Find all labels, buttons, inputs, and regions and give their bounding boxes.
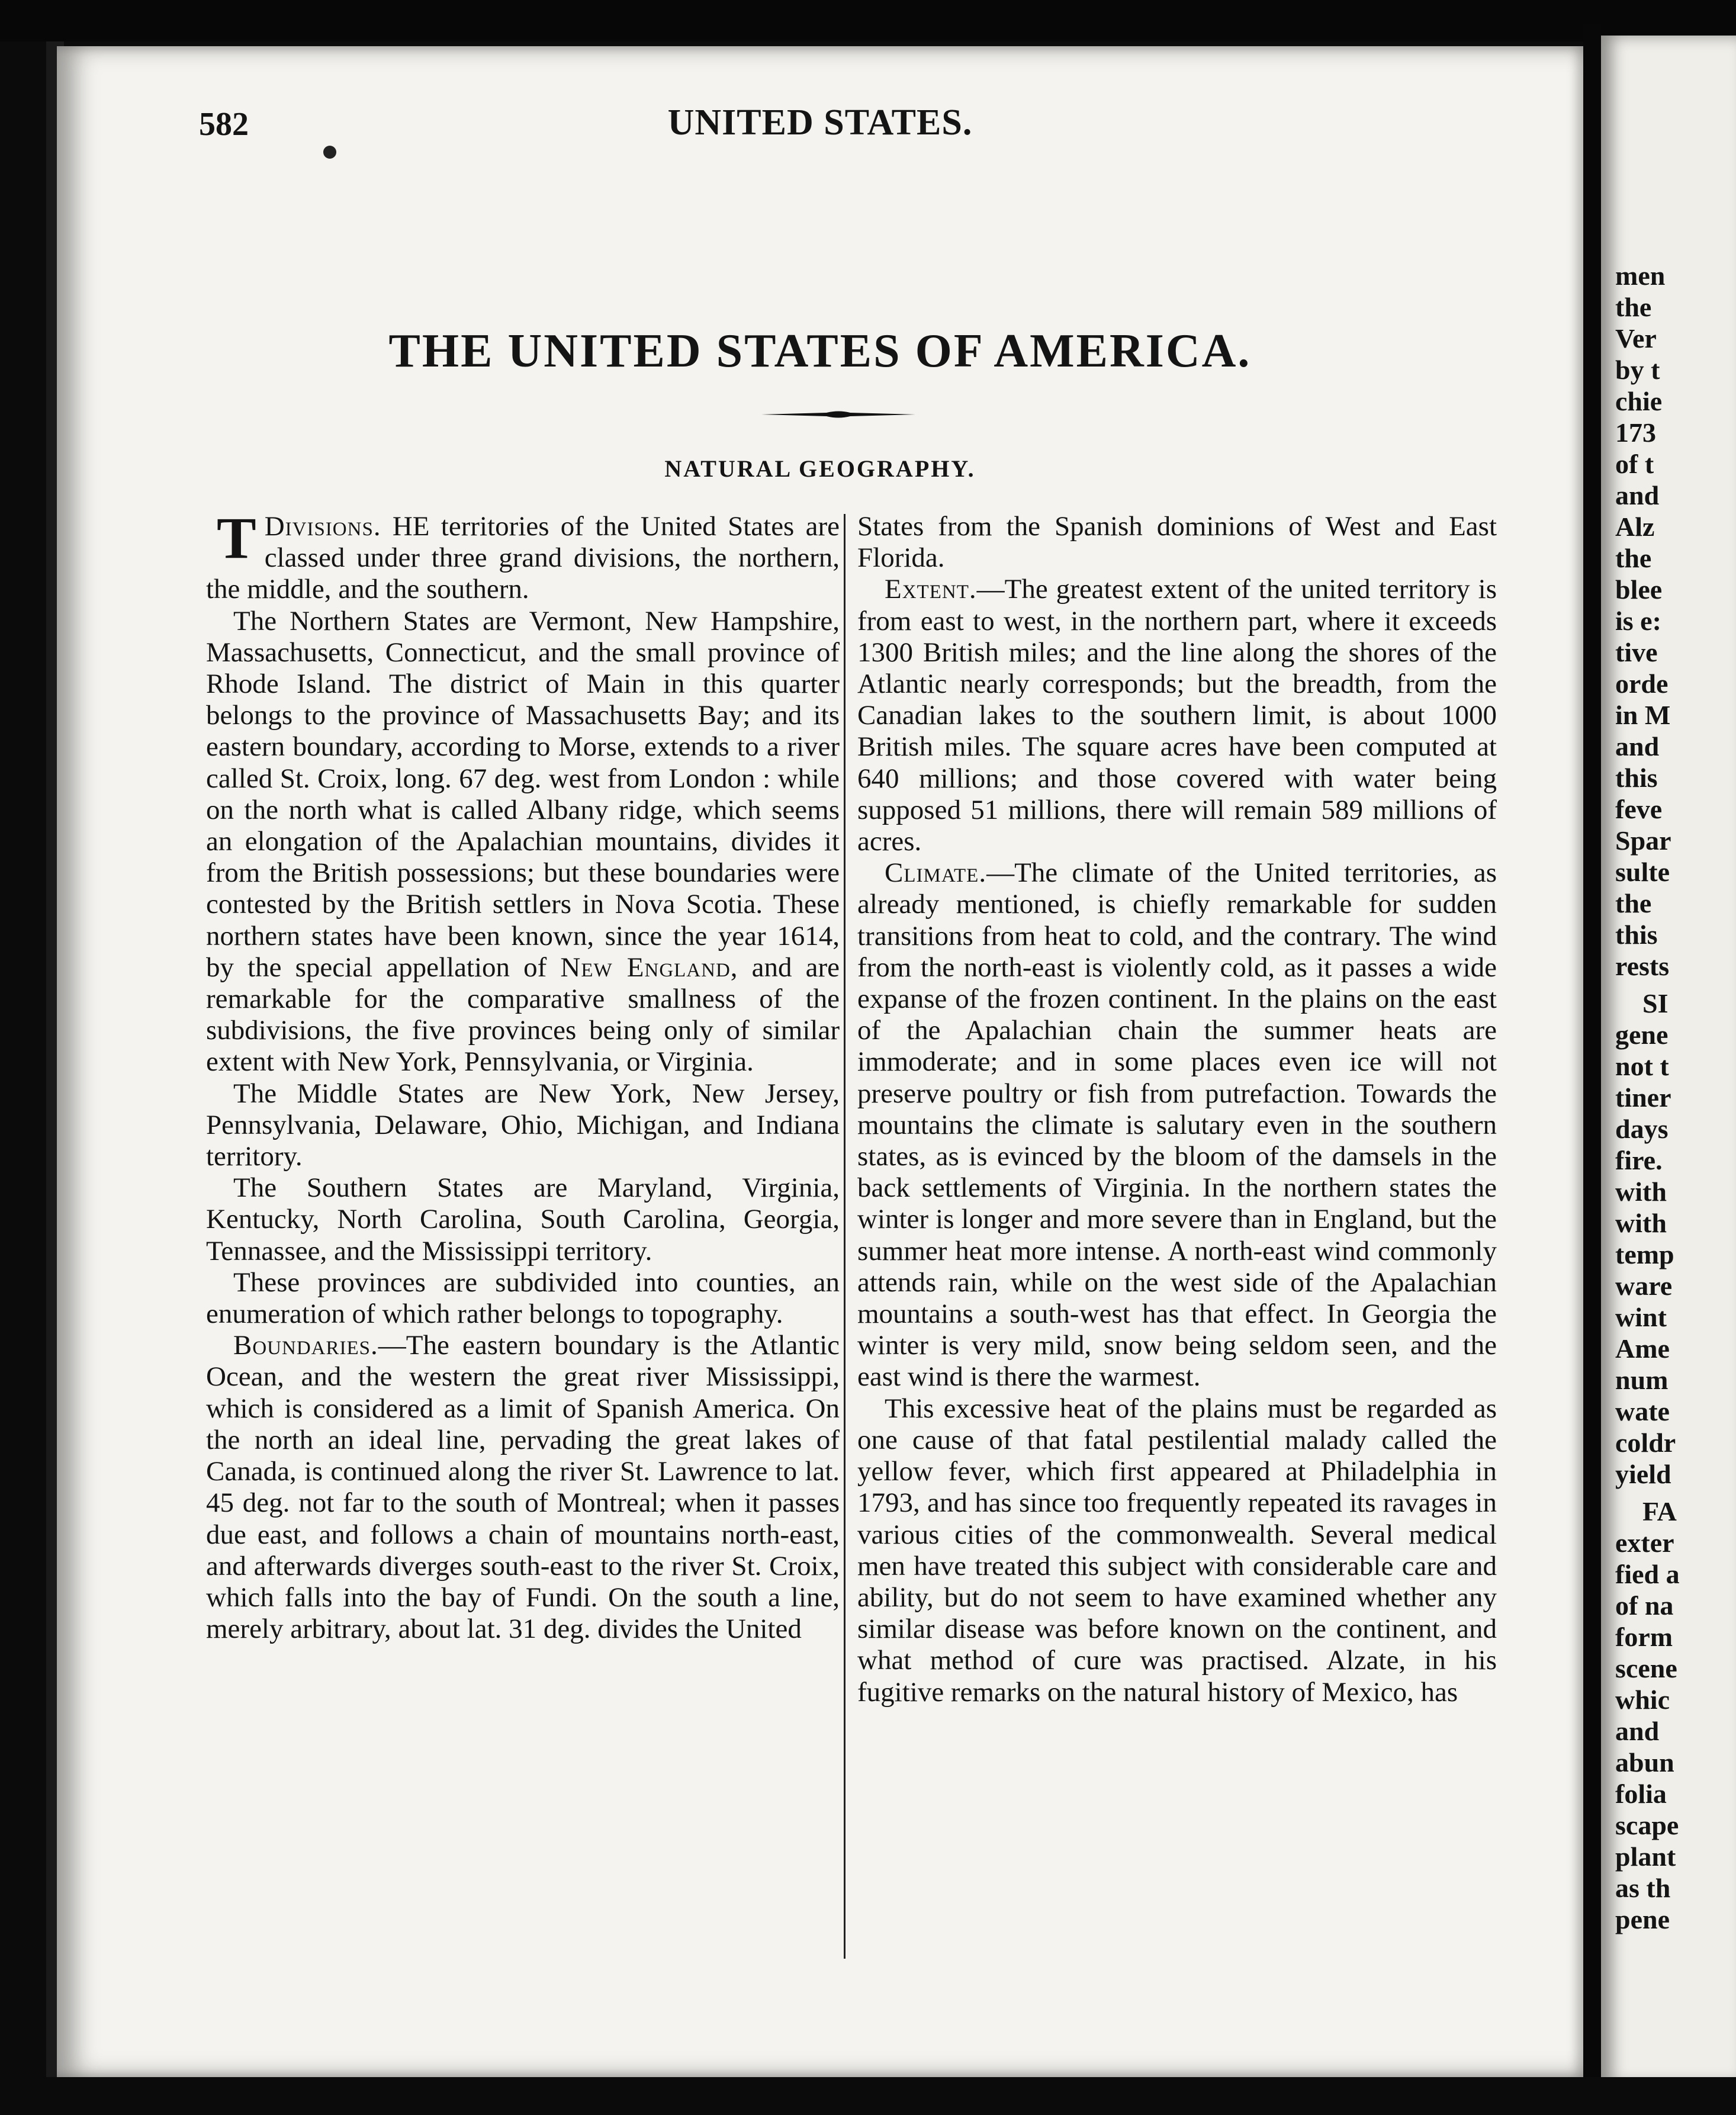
- northern-states-cont: and are remarkable for the comparative smallness of the subdivisions, the five provinces being only of similar extent with New York, Pennsylvania, or Virginia.: [206, 952, 840, 1078]
- facing-page-line: this: [1615, 920, 1658, 950]
- scan-top-border: [0, 0, 1736, 41]
- facing-page-line: Spar: [1615, 825, 1671, 856]
- page-number: 582: [199, 106, 249, 143]
- facing-page-line: SI: [1642, 988, 1669, 1018]
- facing-page-line: days: [1615, 1114, 1669, 1144]
- middle-states-paragraph: The Middle States are New York, New Jersey, Pennsylvania, Delaware, Ohio, Michigan, and Indiana territory.: [206, 1078, 840, 1172]
- facing-page-line: coldr: [1615, 1428, 1676, 1458]
- facing-page-line: rests: [1615, 951, 1670, 981]
- climate-text: —The climate of the United territories, as already mentioned, is chiefly remarkable for sudden transitions from heat to cold, and the contrary. The wind from the north-east is violently cold, as it passes a wide expanse of the frozen continent. In the plains on the east of the Apalachian chain the summer heats are immoderate; and in some places even ice will not preserve poultry or fish from putrefaction. Towards the mountains the climate is salutary even in the southern states, as is evinced by the bloom of the damsels in the back settlements of Virginia. In the northern states the winter is longer and more severe than in England, but the summer heat more intense. A north-east wind commonly attends rain, while on the west side of the Apalachian mountains a south-west has that effect. In Georgia the winter is very mild, snow being seldom seen, and the east wind is there the warmest.: [857, 857, 1497, 1393]
- facing-page-line: scape: [1615, 1810, 1679, 1840]
- facing-page-line: this: [1615, 763, 1658, 793]
- book-page: [57, 46, 1583, 2077]
- drop-cap: T: [217, 505, 256, 571]
- boundaries-paragraph: [206, 1330, 840, 1645]
- facing-page-line: of t: [1615, 449, 1654, 479]
- facing-page-line: yield: [1615, 1459, 1671, 1489]
- facing-page-line: temp: [1615, 1239, 1674, 1269]
- facing-page-line: pene: [1615, 1904, 1670, 1934]
- facing-page-line: as th: [1615, 1873, 1671, 1903]
- facing-page-line: of na: [1615, 1590, 1674, 1621]
- facing-page-line: tive: [1615, 637, 1658, 667]
- right-column: [857, 511, 1497, 1708]
- facing-page-line: and: [1615, 731, 1660, 761]
- facing-page-line: FA: [1642, 1496, 1677, 1526]
- facing-page-line: and: [1615, 480, 1660, 510]
- counties-paragraph: These provinces are subdivided into counties, an enumeration of which rather belongs to topography.: [206, 1267, 840, 1330]
- facing-page-line: whic: [1615, 1685, 1670, 1715]
- northern-states-paragraph: [206, 606, 840, 1078]
- facing-page-line: the: [1615, 292, 1652, 322]
- facing-page-line: tiner: [1615, 1082, 1671, 1113]
- new-england-term: New England,: [560, 952, 738, 983]
- facing-page-line: and: [1615, 1716, 1660, 1746]
- column-divider: [844, 514, 846, 1959]
- facing-page-line: by t: [1615, 355, 1660, 385]
- facing-page-line: Alz: [1615, 512, 1655, 542]
- facing-page-line: with: [1615, 1208, 1667, 1238]
- boundaries-label: Boundaries.: [233, 1330, 378, 1361]
- extent-text: —The greatest extent of the united territory is from east to west, in the northern part, where it exceeds 1300 British miles; and the line along the shores of the Atlantic nearly corresponds; but the breadth, from the Canadian lakes to the southern limit, is about 1000 British miles. The square acres have been computed at 640 millions; and those covered with water being supposed 51 millions, there will remain 589 millions of acres.: [857, 574, 1497, 857]
- climate-label: Climate.: [885, 857, 987, 889]
- section-heading: NATURAL GEOGRAPHY.: [664, 455, 976, 482]
- facing-page-line: in M: [1615, 700, 1671, 730]
- facing-page-line: exter: [1615, 1528, 1674, 1558]
- extent-paragraph: [857, 574, 1497, 857]
- left-column: [206, 505, 840, 1645]
- divisions-label: Divisions.: [264, 511, 381, 542]
- facing-page-line: plant: [1615, 1841, 1676, 1872]
- facing-page-line: sulte: [1615, 857, 1670, 887]
- facing-page-line: Ame: [1615, 1333, 1670, 1364]
- fever-paragraph: This excessive heat of the plains must be regarded as one cause of that fatal pestilential malady called the yellow fever, which first appeared at Philadelphia in 1793, and has since too frequently repeated its ravages in various cities of the commonwealth. Several medical men have treated this subject with considerable care and ability, but do not seem to have examined whether any similar disease was before known on the continent, and what method of cure was practised. Alzate, in his fugitive remarks on the natural history of Mexico, has: [857, 1393, 1497, 1708]
- facing-page-line: Ver: [1615, 323, 1657, 353]
- book-gutter: [1583, 24, 1601, 2084]
- extent-label: Extent.: [885, 574, 977, 605]
- facing-page-line: wate: [1615, 1396, 1670, 1426]
- facing-page-line: fied a: [1615, 1559, 1680, 1589]
- facing-page-line: the: [1615, 543, 1652, 573]
- facing-page-line: num: [1615, 1365, 1669, 1395]
- facing-page-line: fire.: [1615, 1145, 1663, 1175]
- facing-page-line: the: [1615, 888, 1652, 918]
- scan-bottom-border: [0, 2077, 1736, 2115]
- running-title: UNITED STATES.: [667, 102, 973, 143]
- facing-page-line: men: [1615, 261, 1666, 291]
- facing-page-line: 173: [1615, 417, 1656, 448]
- southern-states-paragraph: The Southern States are Maryland, Virginia, Kentucky, North Carolina, South Carolina, Georgia, Tennassee, and the Mississippi territory.: [206, 1172, 840, 1267]
- facing-page-line: folia: [1615, 1779, 1667, 1809]
- facing-page-line: orde: [1615, 668, 1669, 699]
- facing-page-fragment: [1601, 36, 1736, 2084]
- facing-page-line: blee: [1615, 574, 1663, 605]
- facing-page-line: scene: [1615, 1653, 1677, 1683]
- ink-blot: [323, 146, 336, 159]
- facing-page-line: feve: [1615, 794, 1663, 824]
- divisions-paragraph: [206, 505, 840, 606]
- chapter-title: THE UNITED STATES OF AMERICA.: [388, 325, 1252, 377]
- facing-page-line: gene: [1615, 1020, 1669, 1050]
- facing-page-line: abun: [1615, 1747, 1674, 1777]
- boundaries-text: —The eastern boundary is the Atlantic Ocean, and the western the great river Mississippi, which is considered as a limit of Spanish America. On the north an ideal line, pervading the great lakes of Canada, is continued along the river St. Lawrence to lat. 45 deg. not far to the south of Montreal; when it passes due east, and follows a chain of mountains north-east, and afterwards diverges south-east to the river St. Croix, which falls into the bay of Fundi. On the south a line, merely arbitrary, about lat. 31 deg. divides the United: [206, 1330, 840, 1645]
- facing-page-line: ware: [1615, 1271, 1673, 1301]
- facing-page-line: with: [1615, 1177, 1667, 1207]
- continuation-paragraph: States from the Spanish dominions of West and East Florida.: [857, 511, 1497, 574]
- northern-states-text: The Northern States are Vermont, New Hampshire, Massachusetts, Connecticut, and the small province of Rhode Island. The district of Main in this quarter belongs to the province of Massachusetts Bay; and its eastern boundary, according to Morse, extends to a river called St. Croix, long. 67 deg. west from London : while on the north what is called Albany ridge, which seems an elongation of the Apalachian mountains, divides it from the British possessions; but these boundaries were contested by the British settlers in Nova Scotia. These northern states have been known, since the year 1614, by the special appellation of: [206, 605, 840, 983]
- facing-page-line: wint: [1615, 1302, 1667, 1332]
- facing-page-line: not t: [1615, 1051, 1669, 1081]
- facing-page-line: form: [1615, 1622, 1673, 1652]
- climate-paragraph: [857, 857, 1497, 1393]
- facing-page-line: is e:: [1615, 606, 1661, 636]
- divisions-text: HE territories of the United States are classed under three grand divisions, the northern, the middle, and the southern.: [206, 511, 840, 605]
- title-rule-ornament: [761, 407, 915, 422]
- facing-page-line: chie: [1615, 386, 1663, 416]
